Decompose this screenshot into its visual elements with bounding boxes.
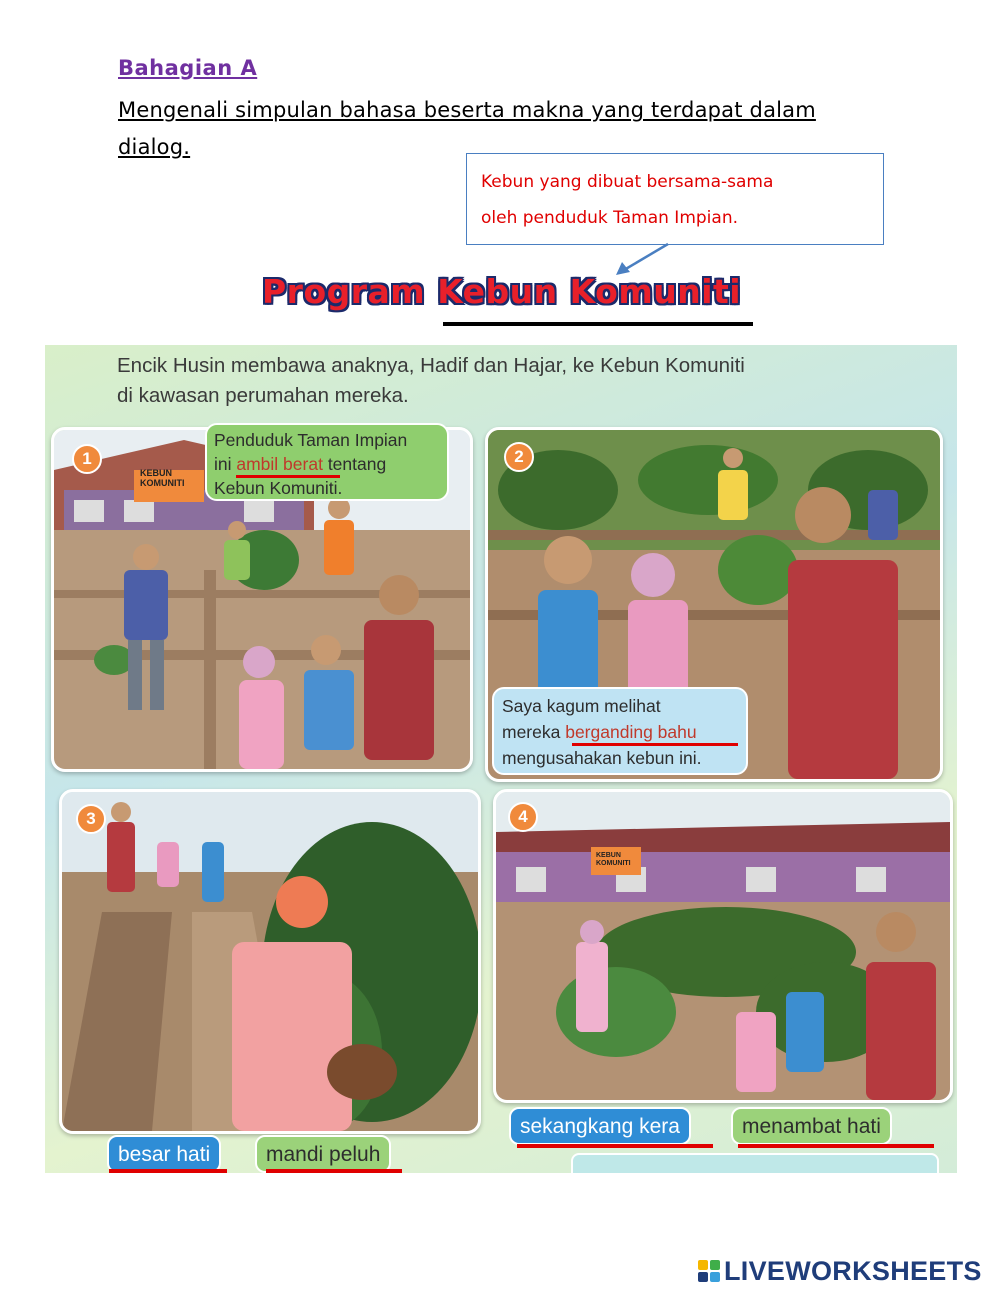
tag-menambat-hati: menambat hati: [731, 1107, 892, 1145]
tag-besar-hati: besar hati: [107, 1135, 221, 1173]
bubble-1-line-2: [214, 452, 440, 476]
underline-berganding-bahu: [572, 743, 738, 746]
panel-4-number: 4: [508, 802, 538, 832]
intro-line-2: di kawasan perumahan mereka.: [117, 384, 409, 407]
note-line-1: Kebun yang dibuat bersama-sama: [481, 172, 774, 192]
panel-1-number: 1: [72, 444, 102, 474]
section-label: Bahagian A: [118, 56, 258, 80]
title-underline: [443, 322, 753, 326]
idiom-berganding-bahu: berganding bahu: [565, 722, 697, 742]
next-panel-strip: [571, 1153, 939, 1173]
panel-4-sign: KEBUN KOMUNITI: [596, 852, 631, 867]
page-title: [262, 272, 762, 311]
underline-menambat-hati: [738, 1144, 934, 1148]
tag-sekangkang-kera: sekangkang kera: [509, 1107, 691, 1145]
bubble-1-line-1: Penduduk Taman Impian: [214, 430, 408, 450]
bubble-1-text-post: tentang: [322, 454, 387, 474]
bubble-2-line-2: [502, 719, 738, 745]
comic-panel-4: [493, 789, 953, 1103]
tag-mandi-peluh: mandi peluh: [255, 1135, 391, 1173]
note-line-2: oleh penduduk Taman Impian.: [481, 208, 738, 228]
bubble-2-line-1: Saya kagum melihat: [502, 696, 661, 716]
title-word-kebun-komuniti: Kebun Komuniti: [437, 272, 742, 311]
instruction-text: Mengenali simpulan bahasa beserta makna yang terdapat dalam dialog.: [118, 98, 816, 159]
panel-1-sign: KEBUN KOMUNITI: [140, 468, 185, 488]
panel-2-number: 2: [504, 442, 534, 472]
idiom-ambil-berat: ambil berat: [236, 454, 323, 474]
bubble-2-line-3: mengusahakan kebun ini.: [502, 748, 702, 768]
meaning-note-box: [466, 153, 884, 245]
underline-besar-hati: [109, 1169, 227, 1173]
speech-bubble-panel-2: [492, 687, 748, 775]
liveworksheets-logo[interactable]: [698, 1256, 982, 1286]
panel-3-illustration: [62, 792, 478, 1131]
underline-mandi-peluh: [266, 1169, 402, 1173]
bubble-2-text: mereka: [502, 722, 566, 742]
underline-ambil-berat: [236, 475, 340, 478]
panel-3-number: 3: [76, 804, 106, 834]
liveworksheets-logo-text: LIVEWORKSHEETS: [724, 1255, 982, 1286]
speech-bubble-panel-1: [205, 423, 449, 501]
intro-line-1: Encik Husin membawa anaknya, Hadif dan Hajar, ke Kebun Komuniti: [117, 354, 745, 377]
panel-4-illustration: [496, 792, 950, 1100]
intro-paragraph: [117, 351, 877, 411]
title-word-program: Program: [262, 272, 426, 311]
underline-sekangkang-kera: [517, 1144, 713, 1148]
comic-panel-3: [59, 789, 481, 1134]
bubble-1-text: ini: [214, 454, 237, 474]
bubble-1-line-3: Kebun Komuniti.: [214, 478, 343, 498]
textbook-page: [45, 345, 957, 1173]
liveworksheets-logo-icon: [698, 1260, 720, 1282]
